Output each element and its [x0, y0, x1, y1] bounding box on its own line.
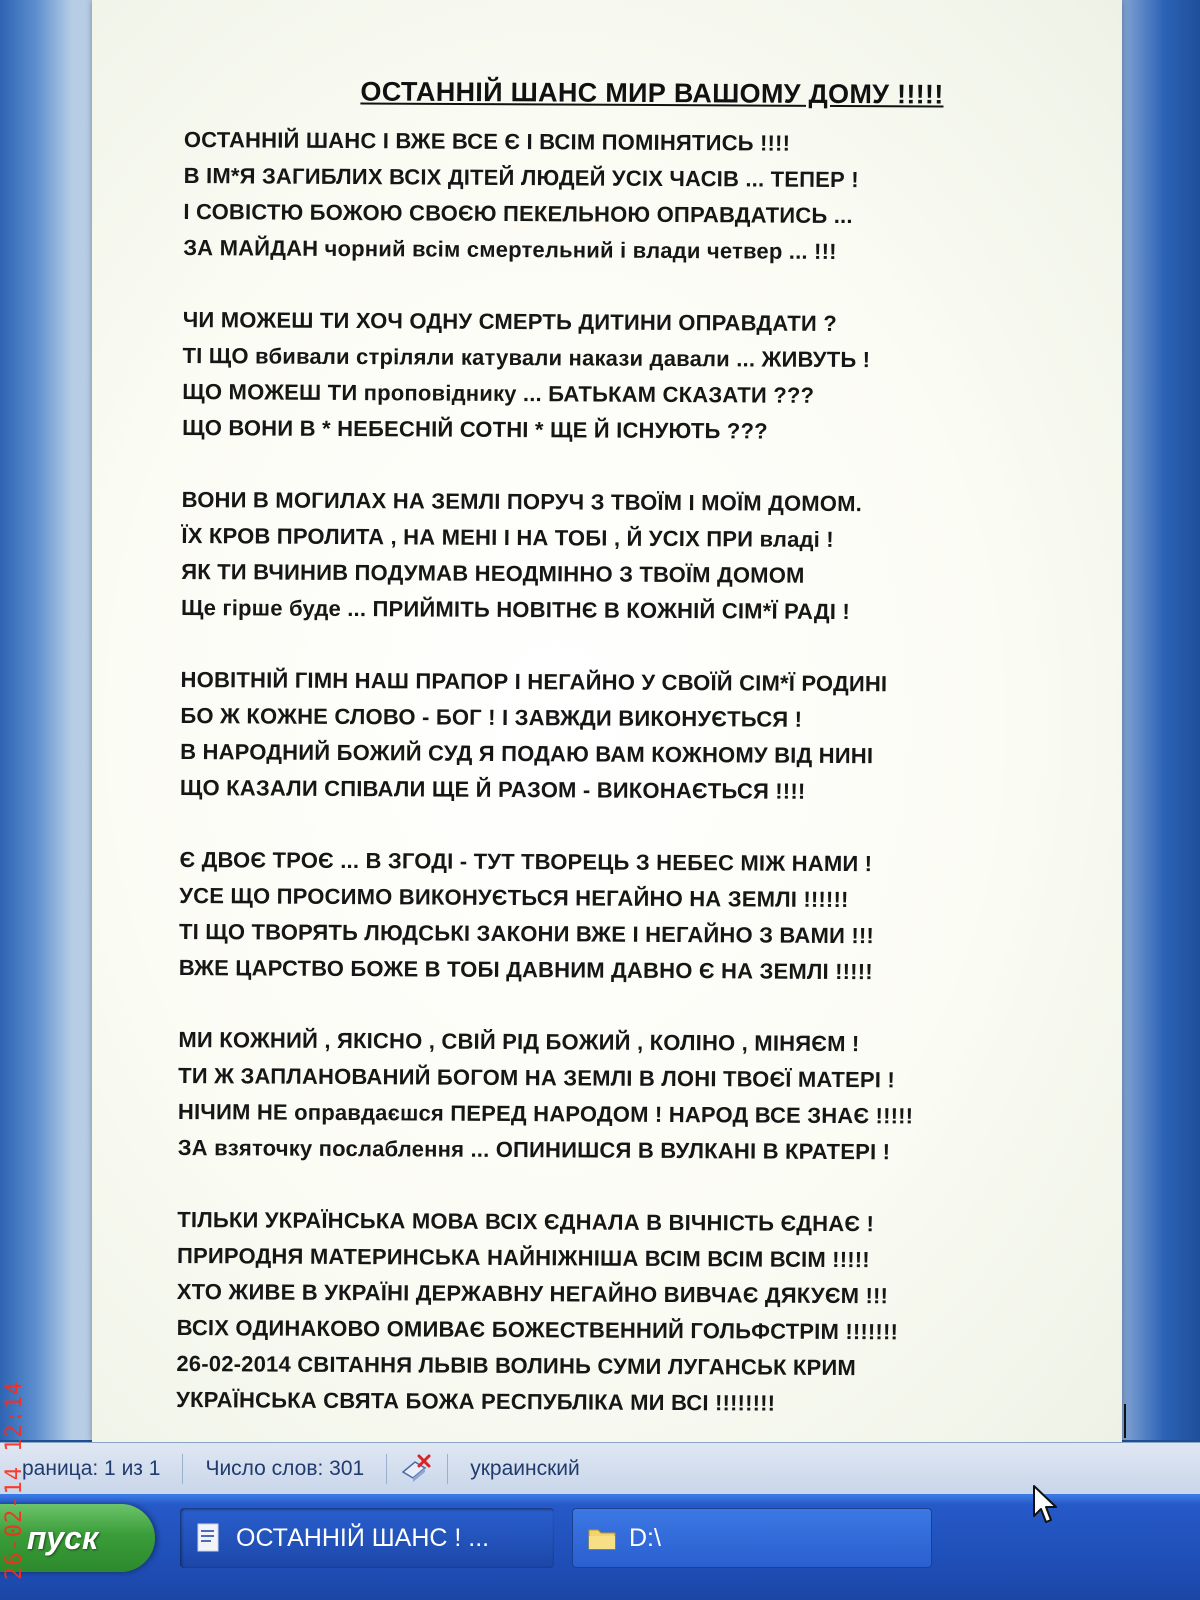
text-line: В ІМ*Я ЗАГИБЛИХ ВСІХ ДІТЕЙ ЛЮДЕЙ УСІХ ЧАСІВ ... ТЕПЕР !: [183, 162, 859, 193]
stanza: [183, 122, 1104, 272]
stanza: [179, 842, 1100, 992]
text-line: УКРАЇНСЬКА СВЯТА БОЖА РЕСПУБЛІКА МИ ВСІ !!!!!!!!: [176, 1386, 776, 1416]
text-line: ВЖЕ ЦАРСТВО БОЖЕ В ТОБІ ДАВНИМ ДАВНО Є НА ЗЕМЛІ !!!!!: [178, 954, 873, 985]
text-line: І СОВІСТЮ БОЖОЮ СВОЄЮ ПЕКЕЛЬНОЮ ОПРАВДАТИСЬ ...: [183, 198, 853, 229]
stanza: [176, 1202, 1097, 1424]
text-line: ВОНИ В МОГИЛАХ НА ЗЕМЛІ ПОРУЧ З ТВОЇМ І МОЇМ ДОМОМ.: [181, 486, 863, 517]
text-line: ЗА МАЙДАН чорний всім смертельний і влади четвер ... !!!: [183, 234, 837, 264]
text-line: В НАРОДНИЙ БОЖИЙ СУД Я ПОДАЮ ВАМ КОЖНОМУ ВІД НИНІ: [180, 738, 874, 769]
stanza: [178, 1022, 1099, 1172]
text-line: ТІЛЬКИ УКРАЇНСЬКА МОВА ВСІХ ЄДНАЛА В ВІЧНІСТЬ ЄДНАЄ !: [177, 1206, 875, 1237]
text-line: НОВІТНІЙ ГІМН НАШ ПРАПОР І НЕГАЙНО У СВОЇЙ СІМ*Ї РОДИНІ: [180, 666, 888, 697]
text-line: ТИ Ж ЗАПЛАНОВАНИЙ БОГОМ НА ЗЕМЛІ В ЛОНІ ТВОЄЇ МАТЕРІ !: [178, 1062, 896, 1093]
document-page[interactable]: [92, 0, 1122, 1442]
word-document-icon: [194, 1521, 224, 1555]
text-line: УСЕ ЩО ПРОСИМО ВИКОНУЄТЬСЯ НЕГАЙНО НА ЗЕМЛІ !!!!!!: [179, 882, 849, 913]
text-line: ХТО ЖИВЕ В УКРАЇНІ ДЕРЖАВНУ НЕГАЙНО ВИВЧАЄ ДЯКУЄМ !!!: [176, 1278, 889, 1309]
text-line: ТІ ЩО ТВОРЯТЬ ЛЮДСЬКІ ЗАКОНИ ВЖЕ І НЕГАЙНО З ВАМИ !!!: [178, 918, 875, 949]
taskbar: [0, 1494, 1200, 1600]
taskbar-item-folder[interactable]: [572, 1508, 932, 1568]
text-line: Є ДВОЄ ТРОЄ ... В ЗГОДІ - ТУТ ТВОРЕЦЬ З НЕБЕС МІЖ НАМИ !: [179, 846, 873, 877]
start-label: пуск: [26, 1519, 99, 1556]
taskbar-item-document[interactable]: [180, 1508, 554, 1568]
camera-timestamp: 26-02-14 12:14: [2, 1380, 27, 1580]
text-line: ЗА взяточку послаблення ... ОПИНИШСЯ В ВУЛКАНІ В КРАТЕРІ !: [177, 1134, 891, 1165]
document-title: ОСТАННІЙ ШАНС МИР ВАШОМУ ДОМУ !!!!!: [360, 76, 944, 110]
text-line: БО Ж КОЖНЕ СЛОВО - БОГ ! І ЗАВЖДИ ВИКОНУЄТЬСЯ !: [180, 702, 803, 732]
text-line: ЩО МОЖЕШ ТИ проповіднику ... БАТЬКАМ СКАЗАТИ ???: [182, 378, 815, 408]
text-line: ЧИ МОЖЕШ ТИ ХОЧ ОДНУ СМЕРТЬ ДИТИНИ ОПРАВДАТИ ?: [182, 306, 838, 336]
text-line: ПРИРОДНЯ МАТЕРИНСЬКА НАЙНІЖНІША ВСІМ ВСІМ ВСІМ !!!!!: [176, 1242, 870, 1273]
stanza: [181, 482, 1102, 632]
mouse-pointer-icon: [1032, 1484, 1060, 1531]
text-line: ЩО ВОНИ В * НЕБЕСНІЙ СОТНІ * ЩЕ Й ІСНУЮТЬ ???: [182, 414, 768, 444]
text-line: МИ КОЖНИЙ , ЯКІСНО , СВІЙ РІД БОЖИЙ , КОЛІНО , МІНЯЄМ !: [178, 1026, 860, 1057]
text-line: ЩО КАЗАЛИ СПІВАЛИ ЩЕ Й РАЗОМ - ВИКОНАЄТЬСЯ !!!!: [179, 774, 806, 804]
text-line: ТІ ЩО вбивали стріляли катували накази давали ... ЖИВУТЬ !: [182, 342, 871, 373]
stanza: [182, 302, 1103, 452]
text-cursor: [1124, 1404, 1126, 1438]
text-line: 26-02-2014 СВІТАННЯ ЛЬВІВ ВОЛИНЬ СУМИ ЛУГАНСЬК КРИМ: [176, 1350, 857, 1381]
text-line: Ще гірше буде ... ПРИЙМІТЬ НОВІТНЄ В КОЖНІЙ СІМ*Ї РАДІ !: [180, 594, 851, 625]
taskbar-item-label: D:\: [629, 1523, 661, 1552]
text-line: ВСІХ ОДИНАКОВО ОМИВАЄ БОЖЕСТВЕННИЙ ГОЛЬФСТРІМ !!!!!!!: [176, 1314, 899, 1345]
text-line: НІЧИМ НЕ оправдаєшся ПЕРЕД НАРОДОМ ! НАРОД ВСЕ ЗНАЄ !!!!!: [177, 1098, 914, 1129]
taskbar-item-label: ОСТАННІЙ ШАНС ! ...: [236, 1523, 490, 1552]
folder-icon: [587, 1521, 617, 1555]
proofing-error-icon[interactable]: [387, 1454, 447, 1484]
language-indicator[interactable]: украинский: [470, 1457, 580, 1480]
page-indicator[interactable]: раница: 1 из 1: [22, 1457, 161, 1480]
text-line: ОСТАННІЙ ШАНС І ВЖЕ ВСЕ Є І ВСІМ ПОМІНЯТИСЬ !!!!: [183, 126, 791, 156]
status-bar: [0, 1442, 1200, 1495]
word-count[interactable]: Число слов: 301: [205, 1457, 365, 1480]
stanza: [180, 662, 1101, 812]
document-body[interactable]: [176, 122, 1104, 1460]
text-line: ЇХ КРОВ ПРОЛИТА , НА МЕНІ І НА ТОБІ , Й УСІХ ПРИ владі !: [181, 522, 834, 552]
text-line: ЯК ТИ ВЧИНИВ ПОДУМАВ НЕОДМІННО З ТВОЇМ ДОМОМ: [181, 558, 805, 588]
